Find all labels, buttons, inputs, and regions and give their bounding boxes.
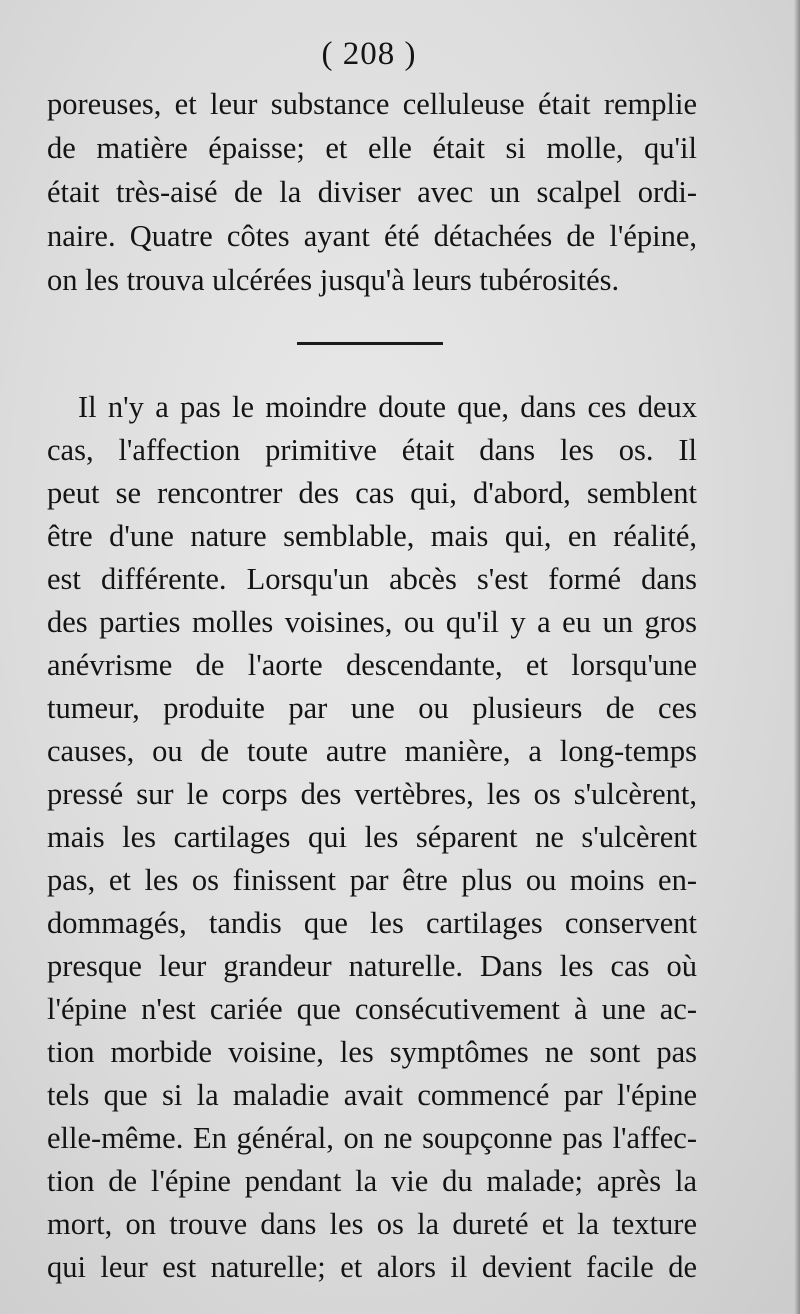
text-line: l'épine n'est cariée que consécutivement à une ac- xyxy=(47,992,697,1026)
text-line: Il n'y a pas le moindre doute que, dans ces deux xyxy=(78,390,697,424)
text-line: causes, ou de toute autre manière, a long-temps xyxy=(47,734,697,768)
text-line: être d'une nature semblable, mais qui, en réalité, xyxy=(47,519,697,553)
text-line: on les trouva ulcérées jusqu'à leurs tubérosités. xyxy=(47,263,620,297)
text-line: pressé sur le corps des vertèbres, les os s'ulcèrent, xyxy=(47,777,697,811)
section-separator xyxy=(297,342,443,345)
text-line: elle-même. En général, on ne soupçonne pas l'affec- xyxy=(47,1121,697,1155)
text-line: tion de l'épine pendant la vie du malade; après la xyxy=(47,1164,697,1198)
text-line: poreuses, et leur substance celluleuse était remplie xyxy=(47,87,697,121)
text-line: presque leur grandeur naturelle. Dans les cas où xyxy=(47,949,697,983)
text-line: des parties molles voisines, ou qu'il y a eu un gros xyxy=(47,605,697,639)
page-number: ( 208 ) xyxy=(321,36,417,72)
text-line: anévrisme de l'aorte descendante, et lorsqu'une xyxy=(47,648,697,682)
text-line: naire. Quatre côtes ayant été détachées de l'épine, xyxy=(47,219,697,253)
text-line: dommagés, tandis que les cartilages conservent xyxy=(47,906,697,940)
text-line: pas, et les os finissent par être plus ou moins en- xyxy=(47,863,697,897)
text-line: mais les cartilages qui les séparent ne s'ulcèrent xyxy=(47,820,697,854)
text-line: est différente. Lorsqu'un abcès s'est formé dans xyxy=(47,562,697,596)
text-line: tion morbide voisine, les symptômes ne sont pas xyxy=(47,1035,697,1069)
text-line: tels que si la maladie avait commencé par l'épine xyxy=(47,1078,697,1112)
text-line: cas, l'affection primitive était dans les os. Il xyxy=(47,433,697,467)
text-line: peut se rencontrer des cas qui, d'abord, semblent xyxy=(47,476,697,510)
text-line: de matière épaisse; et elle était si molle, qu'il xyxy=(47,131,697,165)
text-line: était très-aisé de la diviser avec un scalpel ordi- xyxy=(47,175,697,209)
text-line: mort, on trouve dans les os la dureté et la texture xyxy=(47,1207,697,1241)
text-line: tumeur, produite par une ou plusieurs de ces xyxy=(47,691,697,725)
text-line: qui leur est naturelle; et alors il devient facile de xyxy=(47,1250,697,1284)
page-edge xyxy=(794,0,800,1314)
